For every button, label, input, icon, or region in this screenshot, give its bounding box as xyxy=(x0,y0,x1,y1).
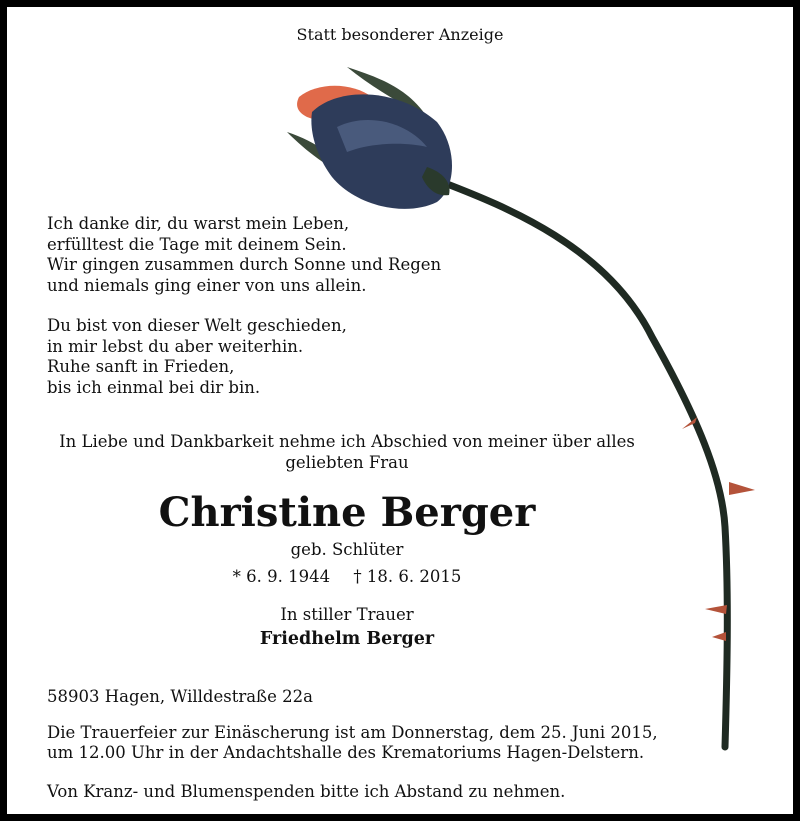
flowers-note: Von Kranz- und Blumenspenden bitte ich Abstand zu nehmen. xyxy=(47,782,566,801)
rose-thorn xyxy=(712,632,726,641)
rose-thorn xyxy=(705,605,727,614)
poem-line: und niemals ging einer von uns allein. xyxy=(47,275,367,295)
mourning-intro: In stiller Trauer xyxy=(280,605,414,624)
funeral-line: Die Trauerfeier zur Einäscherung ist am Donnerstag, dem 25. Juni 2015, xyxy=(47,723,658,742)
birth-date: * 6. 9. 1944 xyxy=(232,567,331,586)
farewell-line-1: In Liebe und Dankbarkeit nehme ich Abschied von meiner über alles xyxy=(59,432,635,451)
poem-stanza-2 xyxy=(47,316,347,398)
death-date: † 18. 6. 2015 xyxy=(353,567,462,586)
rose-icon xyxy=(277,57,767,757)
poem-line: bis ich einmal bei dir bin. xyxy=(47,377,261,397)
mourner-name: Friedhelm Berger xyxy=(259,629,435,649)
rose-thorn xyxy=(729,482,755,495)
maiden-name: geb. Schlüter xyxy=(290,540,404,559)
address: 58903 Hagen, Willdestraße 22a xyxy=(47,687,313,706)
poem-line: erfülltest die Tage mit deinem Sein. xyxy=(47,234,347,254)
notice-header: Statt besonderer Anzeige xyxy=(296,25,504,44)
farewell-line-2: geliebten Frau xyxy=(285,453,409,472)
poem-stanza-1 xyxy=(47,214,441,296)
poem-line: in mir lebst du aber weiterhin. xyxy=(47,336,304,356)
rose-bud xyxy=(311,94,452,209)
funeral-line: um 12.00 Uhr in der Andachtshalle des Krematoriums Hagen-Delstern. xyxy=(47,743,645,762)
poem-line: Du bist von dieser Welt geschieden, xyxy=(47,316,347,335)
poem-line: Wir gingen zusammen durch Sonne und Regen xyxy=(47,255,442,274)
deceased-name: Christine Berger xyxy=(158,489,536,536)
life-dates xyxy=(7,567,687,587)
funeral-info xyxy=(47,723,658,763)
poem-line: Ich danke dir, du warst mein Leben, xyxy=(47,214,350,233)
poem-line: Ruhe sanft in Frieden, xyxy=(47,357,235,376)
